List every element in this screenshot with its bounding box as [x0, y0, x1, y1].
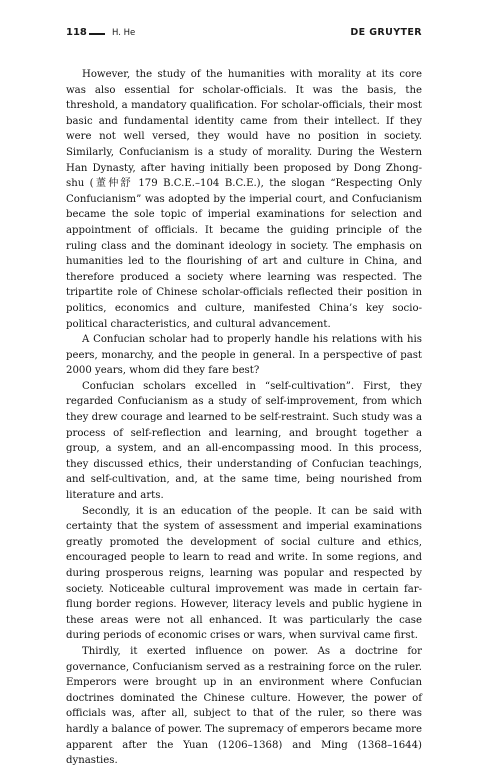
- running-author: H. He: [112, 28, 136, 38]
- paragraph: Confucian scholars excelled in “self-cultivation”. First, they regarded Confucianism as a study of self-improvement, from which they drew courage and learned to be self-restraint. Such study was a process of self-reflection and learning, and brought together a group, a system, and an all-encompassing mood. In this process, they discussed ethics, their understanding of Confucian teachings, and self-cultivation, and, at the same time, being nourished from literature and arts.: [66, 380, 422, 502]
- publisher-name: DE GRUYTER: [350, 27, 422, 38]
- paragraph: A Confucian scholar had to properly handle his relations with his peers, monarchy, and the people in general. In a perspective of past 2000 years, whom did they fare best?: [66, 334, 422, 377]
- header-dash: [89, 33, 105, 35]
- page-number: 118: [66, 27, 87, 38]
- paragraph: However, the study of the humanities with morality at its core was also essential for scholar-officials. It was the basis, the threshold, a mandatory qualification. For scholar-officials, their most basic and fundamental identity came from their intellect. If they were not well versed, they would have no position in society. Similarly, Confucianism is a study of morality. During the Western Han Dynasty, after having initially been proposed by Dong Zhong-shu (董仲舒 179 B.C.E.–104 B.C.E.), the slogan “Respecting Only Confucianism” was adopted by the imperial court, and Confucianism became the sole topic of imperial examinations for selection and appointment of officials. It became the guiding principle of the ruling class and the dominant ideology in society. The emphasis on humanities led to the flourishing of art and culture in China, and therefore produced a society where learning was respected. The tripartite role of Chinese scholar-officials reflected their position in politics, economics and culture, manifested China’s key socio-political characteristics, and cultural advancement.: [66, 69, 422, 330]
- paragraph: Thirdly, it exerted influence on power. As a doctrine for governance, Confucianism served as a restraining force on the ruler. Emperors were brought up in an environment where Confucian doctrines dominated the Chinese culture. However, the power of officials was, after all, subject to that of the ruler, so there was hardly a balance of power. The supremacy of emperors became more apparent after the Yuan (1206–1368) and Ming (1368–1644) dynasties.: [66, 645, 422, 767]
- body-text: [66, 67, 422, 769]
- paragraph: Secondly, it is an education of the people. It can be said with certainty that the system of assessment and imperial examinations greatly promoted the development of social culture and ethics, encouraged people to learn to read and write. In some regions, and during prosperous reigns, learning was popular and respected by society. Noticeable cultural improvement was made in certain far-flung border regions. However, literacy levels and public hygiene in these areas were not all enhanced. It was particularly the case during periods of economic crises or wars, when survival came first.: [66, 505, 422, 642]
- running-header: [66, 27, 422, 43]
